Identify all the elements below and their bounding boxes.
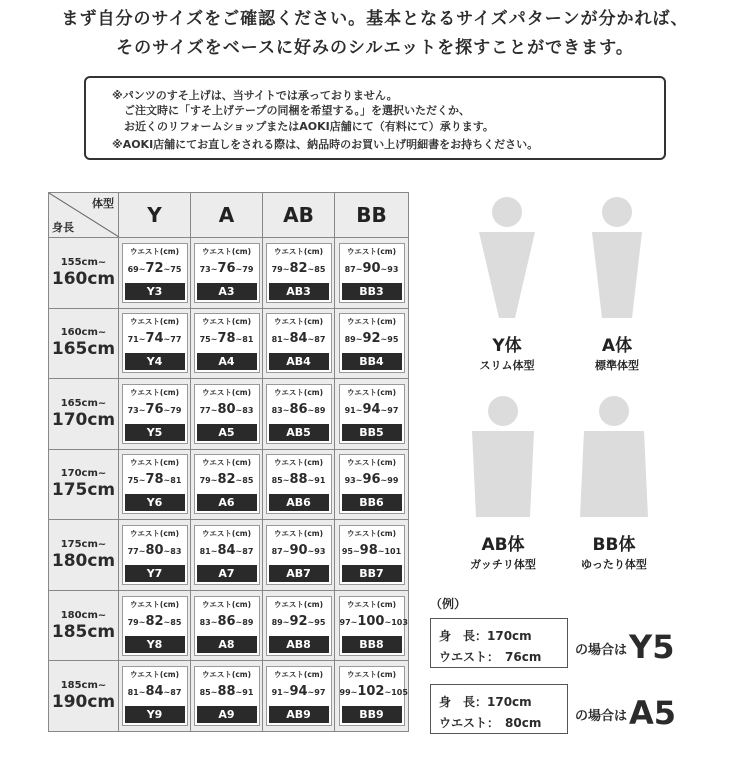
waist-label: ウエスト(cm) (201, 670, 252, 680)
column-header-ab: AB (263, 193, 335, 238)
size-code: Y3 (125, 283, 185, 300)
waist-range (195, 398, 259, 417)
height-range-label: 155cm~ (60, 256, 107, 268)
size-code: BB7 (342, 565, 402, 582)
waist-label: ウエスト(cm) (129, 670, 180, 680)
size-cell-card (122, 525, 188, 585)
waist-min: 71~ (127, 335, 146, 345)
size-cell-bb (335, 449, 409, 520)
waist-nominal: 78 (217, 331, 236, 347)
example-1-result (575, 628, 674, 666)
waist-min: 77~ (199, 405, 218, 415)
corner-body-type-label: 体型 (92, 197, 114, 210)
waist-label: ウエスト(cm) (201, 317, 252, 327)
waist-range (340, 468, 404, 487)
size-cell-card (122, 384, 188, 444)
size-code: BB8 (342, 636, 402, 653)
size-code: Y9 (125, 706, 185, 723)
waist-max: ~81 (163, 476, 182, 486)
waist-range (195, 680, 259, 699)
height-value-label: 185cm (51, 621, 116, 642)
y-body-figure (477, 196, 537, 318)
size-cell-a (191, 449, 263, 520)
waist-min: 79~ (271, 264, 290, 274)
size-cell-y (119, 449, 191, 520)
waist-label: ウエスト(cm) (129, 317, 180, 327)
size-code: AB3 (269, 283, 329, 300)
notice-line-1: ※パンツのすそ上げは、当サイトでは承っておりません。 (112, 89, 398, 102)
size-code: BB5 (342, 424, 402, 441)
waist-max: ~79 (235, 264, 254, 274)
waist-min: 91~ (271, 688, 290, 698)
size-code: AB6 (269, 494, 329, 511)
height-value-label: 160cm (51, 268, 116, 289)
notice-line-4: ※AOKI店舗にてお直しをされる際は、納品時のお買い上げ明細書をお持ちください。 (112, 138, 539, 151)
waist-min: 89~ (271, 617, 290, 627)
waist-min: 93~ (344, 476, 363, 486)
waist-nominal: 76 (217, 260, 236, 276)
waist-max: ~97 (380, 405, 399, 415)
waist-nominal: 94 (362, 401, 381, 417)
waist-label: ウエスト(cm) (346, 529, 397, 539)
waist-nominal: 90 (289, 543, 308, 559)
waist-range (340, 539, 404, 558)
waist-label: ウエスト(cm) (273, 387, 324, 397)
column-header-bb: BB (335, 193, 409, 238)
size-code: AB5 (269, 424, 329, 441)
height-value-label: 190cm (51, 692, 116, 713)
size-cell-bb (335, 661, 409, 732)
waist-min: 95~ (341, 547, 360, 557)
waist-range (123, 327, 187, 346)
waist-max: ~81 (235, 335, 254, 345)
waist-max: ~83 (163, 547, 182, 557)
height-range-label: 180cm~ (60, 609, 107, 621)
waist-max: ~85 (307, 264, 326, 274)
size-code: A3 (197, 283, 257, 300)
waist-min: 85~ (199, 688, 218, 698)
waist-max: ~95 (380, 335, 399, 345)
example-2-prefix: の場合は (575, 709, 628, 724)
waist-min: 79~ (127, 617, 146, 627)
table-row (49, 238, 409, 309)
waist-nominal: 80 (217, 401, 236, 417)
waist-nominal: 94 (289, 684, 308, 700)
waist-max: ~87 (163, 688, 182, 698)
size-cell-a (191, 520, 263, 591)
waist-nominal: 72 (145, 260, 164, 276)
waist-max: ~91 (235, 688, 254, 698)
waist-label: ウエスト(cm) (201, 599, 252, 609)
intro-line-2: そのサイズをベースに好みのシルエットを探すことができます。 (116, 38, 634, 58)
waist-min: 81~ (127, 688, 146, 698)
size-cell-card (266, 313, 332, 373)
size-cell-card (339, 666, 408, 726)
waist-label: ウエスト(cm) (346, 599, 397, 609)
example-heading: （例） (430, 597, 467, 611)
waist-label: ウエスト(cm) (201, 529, 252, 539)
a-body-title: A体 (601, 336, 633, 356)
size-cell-bb (335, 379, 409, 450)
size-code: BB4 (342, 353, 402, 370)
row-header-height (49, 238, 119, 309)
size-code: AB7 (269, 565, 329, 582)
size-cell-a (191, 379, 263, 450)
waist-nominal: 84 (217, 543, 236, 559)
size-code: A9 (197, 706, 257, 723)
height-value-label: 175cm (51, 480, 116, 501)
example-2-size: A5 (629, 694, 677, 732)
row-header-height (49, 308, 119, 379)
waist-max: ~87 (235, 547, 254, 557)
waist-label: ウエスト(cm) (129, 458, 180, 468)
waist-label: ウエスト(cm) (129, 387, 180, 397)
waist-range (267, 327, 331, 346)
waist-range (340, 398, 404, 417)
intro-line-1: まず自分のサイズをご確認ください。基本となるサイズパターンが分かれば、 (61, 9, 689, 29)
waist-nominal: 82 (217, 472, 236, 488)
size-cell-card (339, 384, 405, 444)
y-body-label (447, 331, 567, 373)
waist-label: ウエスト(cm) (201, 387, 252, 397)
waist-min: 81~ (199, 547, 218, 557)
height-value-label: 165cm (51, 339, 116, 360)
waist-nominal: 80 (145, 543, 164, 559)
waist-label: ウエスト(cm) (129, 246, 180, 256)
size-cell-card (194, 666, 260, 726)
size-cell-y (119, 238, 191, 309)
waist-min: 87~ (344, 264, 363, 274)
table-row (49, 449, 409, 520)
size-code: Y7 (125, 565, 185, 582)
ab-body-figure (470, 395, 536, 517)
waist-range (123, 539, 187, 558)
waist-max: ~93 (307, 547, 326, 557)
size-cell-y (119, 520, 191, 591)
example-1-box (430, 618, 568, 668)
waist-nominal: 100 (357, 613, 385, 629)
waist-range (267, 398, 331, 417)
size-code: A4 (197, 353, 257, 370)
waist-min: 69~ (127, 264, 146, 274)
waist-range (123, 257, 187, 276)
waist-max: ~105 (384, 688, 408, 698)
bb-body-figure (578, 395, 650, 517)
waist-label: ウエスト(cm) (273, 317, 324, 327)
waist-nominal: 84 (289, 331, 308, 347)
waist-min: 81~ (271, 335, 290, 345)
waist-label: ウエスト(cm) (346, 246, 397, 256)
waist-label: ウエスト(cm) (273, 529, 324, 539)
waist-max: ~85 (163, 617, 182, 627)
size-cell-card (194, 313, 260, 373)
notice-line-3: お近くのリフォームショップまたはAOKI店舗にて（有料にて）承ります。 (124, 120, 494, 133)
waist-nominal: 76 (145, 401, 164, 417)
example-1-prefix: の場合は (575, 643, 628, 658)
size-cell-card (339, 313, 405, 373)
size-code: A6 (197, 494, 257, 511)
waist-max: ~87 (307, 335, 326, 345)
row-header-height (49, 661, 119, 732)
notice-line-2: ご注文時に「すそ上げテープの同梱を希望する。」を選択いただくか、 (124, 104, 470, 117)
waist-label: ウエスト(cm) (201, 458, 252, 468)
size-cell-y (119, 379, 191, 450)
waist-range (267, 539, 331, 558)
waist-max: ~99 (380, 476, 399, 486)
example-1-height: 身 長：170cm (439, 629, 532, 643)
waist-max: ~79 (163, 405, 182, 415)
waist-nominal: 90 (362, 260, 381, 276)
size-cell-card (122, 454, 188, 514)
size-cell-a (191, 661, 263, 732)
waist-nominal: 88 (289, 472, 308, 488)
bb-body-subtitle: ゆったり体型 (581, 558, 647, 571)
waist-min: 83~ (271, 405, 290, 415)
waist-min: 77~ (127, 547, 146, 557)
waist-range (195, 327, 259, 346)
waist-min: 97~ (339, 617, 358, 627)
ab-body-title: AB体 (481, 535, 525, 555)
table-row (49, 379, 409, 450)
y-body-subtitle: スリム体型 (479, 359, 535, 372)
waist-min: 83~ (199, 617, 218, 627)
corner-height-label: 身長 (52, 221, 74, 234)
height-value-label: 180cm (51, 551, 116, 572)
waist-nominal: 82 (289, 260, 308, 276)
example-2-box (430, 684, 568, 734)
waist-range (195, 468, 259, 487)
size-cell-card (194, 454, 260, 514)
waist-nominal: 92 (289, 613, 308, 629)
size-cell-y (119, 590, 191, 661)
size-code: Y8 (125, 636, 185, 653)
size-code: BB6 (342, 494, 402, 511)
size-code: BB3 (342, 283, 402, 300)
waist-label: ウエスト(cm) (273, 599, 324, 609)
waist-nominal: 74 (145, 331, 164, 347)
example-2-height: 身 長：170cm (439, 695, 532, 709)
size-cell-card (194, 243, 260, 303)
waist-label: ウエスト(cm) (346, 387, 397, 397)
example-2-result (575, 694, 676, 732)
waist-label: ウエスト(cm) (129, 599, 180, 609)
size-cell-a (191, 308, 263, 379)
table-row (49, 661, 409, 732)
size-cell-ab (263, 379, 335, 450)
waist-max: ~83 (235, 405, 254, 415)
waist-nominal: 88 (217, 684, 236, 700)
a-body-subtitle: 標準体型 (595, 359, 639, 372)
size-code: Y5 (125, 424, 185, 441)
size-cell-card (339, 525, 405, 585)
waist-max: ~101 (377, 547, 402, 557)
ab-body-label (443, 530, 563, 572)
waist-nominal: 86 (289, 401, 308, 417)
waist-min: 99~ (339, 688, 358, 698)
waist-range (123, 398, 187, 417)
size-cell-card (339, 596, 408, 656)
size-code: AB4 (269, 353, 329, 370)
waist-range (195, 257, 259, 276)
notice-box (84, 76, 666, 160)
size-cell-card (339, 454, 405, 514)
waist-range (267, 257, 331, 276)
height-range-label: 185cm~ (60, 680, 107, 692)
waist-max: ~89 (307, 405, 326, 415)
waist-min: 89~ (344, 335, 363, 345)
size-code: A7 (197, 565, 257, 582)
waist-range (340, 327, 404, 346)
waist-max: ~77 (163, 335, 182, 345)
size-cell-bb (335, 520, 409, 591)
waist-nominal: 92 (362, 331, 381, 347)
waist-label: ウエスト(cm) (273, 458, 324, 468)
waist-min: 73~ (127, 405, 146, 415)
waist-max: ~91 (307, 476, 326, 486)
size-cell-card (194, 596, 260, 656)
waist-range (339, 610, 408, 629)
size-cell-bb (335, 308, 409, 379)
waist-label: ウエスト(cm) (273, 246, 324, 256)
waist-max: ~97 (307, 688, 326, 698)
size-cell-card (194, 384, 260, 444)
waist-max: ~85 (235, 476, 254, 486)
size-cell-ab (263, 661, 335, 732)
size-code: AB9 (269, 706, 329, 723)
waist-nominal: 86 (217, 613, 236, 629)
size-cell-ab (263, 520, 335, 591)
waist-range (195, 610, 259, 629)
waist-min: 73~ (199, 264, 218, 274)
waist-label: ウエスト(cm) (346, 670, 397, 680)
height-range-label: 160cm~ (60, 327, 107, 339)
column-header-y: Y (119, 193, 191, 238)
waist-range (339, 680, 408, 700)
row-header-height (49, 449, 119, 520)
size-cell-card (122, 313, 188, 373)
waist-max: ~95 (307, 617, 326, 627)
example-1-waist: ウエスト： 76cm (439, 650, 542, 664)
size-cell-y (119, 661, 191, 732)
size-cell-card (122, 596, 188, 656)
waist-label: ウエスト(cm) (346, 458, 397, 468)
table-row (49, 590, 409, 661)
waist-min: 85~ (271, 476, 290, 486)
waist-label: ウエスト(cm) (273, 670, 324, 680)
waist-range (340, 257, 404, 276)
bb-body-title: BB体 (592, 535, 636, 555)
table-row (49, 308, 409, 379)
height-range-label: 165cm~ (60, 397, 107, 409)
size-cell-card (266, 243, 332, 303)
column-header-a: A (191, 193, 263, 238)
size-cell-card (122, 243, 188, 303)
size-table (48, 192, 409, 732)
row-header-height (49, 590, 119, 661)
y-body-title: Y体 (492, 336, 522, 356)
waist-min: 75~ (127, 476, 146, 486)
waist-nominal: 102 (357, 684, 385, 700)
size-code: Y6 (125, 494, 185, 511)
size-cell-card (266, 596, 332, 656)
size-cell-card (266, 454, 332, 514)
size-cell-ab (263, 590, 335, 661)
height-range-label: 170cm~ (60, 468, 107, 480)
bb-body-label (554, 530, 674, 572)
row-header-height (49, 520, 119, 591)
height-range-label: 175cm~ (60, 539, 107, 551)
table-corner (49, 193, 119, 238)
size-cell-card (266, 525, 332, 585)
size-code: AB8 (269, 636, 329, 653)
waist-label: ウエスト(cm) (346, 317, 397, 327)
size-cell-card (266, 384, 332, 444)
example-2-waist: ウエスト： 80cm (439, 716, 542, 730)
example-1-size: Y5 (629, 628, 675, 666)
waist-range (267, 468, 331, 487)
waist-nominal: 96 (362, 472, 381, 488)
size-cell-bb (335, 590, 409, 661)
waist-min: 79~ (199, 476, 218, 486)
waist-nominal: 84 (145, 684, 164, 700)
size-code: A5 (197, 424, 257, 441)
waist-range (123, 610, 187, 629)
size-cell-card (339, 243, 405, 303)
waist-range (123, 468, 187, 487)
waist-max: ~89 (235, 617, 254, 627)
ab-body-subtitle: ガッチリ体型 (470, 558, 536, 571)
waist-max: ~75 (163, 264, 182, 274)
waist-range (123, 680, 187, 699)
size-cell-card (122, 666, 188, 726)
table-row (49, 520, 409, 591)
waist-range (195, 539, 259, 558)
a-body-label (557, 331, 677, 373)
waist-label: ウエスト(cm) (129, 529, 180, 539)
row-header-height (49, 379, 119, 450)
height-value-label: 170cm (51, 409, 116, 430)
size-code: A8 (197, 636, 257, 653)
size-cell-bb (335, 238, 409, 309)
size-cell-ab (263, 238, 335, 309)
waist-min: 91~ (344, 405, 363, 415)
waist-nominal: 78 (145, 472, 164, 488)
waist-max: ~93 (380, 264, 399, 274)
waist-min: 87~ (271, 547, 290, 557)
waist-range (267, 610, 331, 629)
size-cell-y (119, 308, 191, 379)
size-code: Y4 (125, 353, 185, 370)
size-cell-card (266, 666, 332, 726)
waist-range (267, 680, 331, 699)
size-cell-a (191, 238, 263, 309)
waist-nominal: 82 (145, 613, 164, 629)
waist-label: ウエスト(cm) (201, 246, 252, 256)
waist-nominal: 98 (359, 543, 378, 559)
waist-max: ~103 (384, 617, 408, 627)
size-cell-card (194, 525, 260, 585)
size-cell-a (191, 590, 263, 661)
size-code: BB9 (342, 706, 402, 723)
a-body-figure (588, 196, 646, 318)
size-cell-ab (263, 308, 335, 379)
size-cell-ab (263, 449, 335, 520)
waist-min: 75~ (199, 335, 218, 345)
